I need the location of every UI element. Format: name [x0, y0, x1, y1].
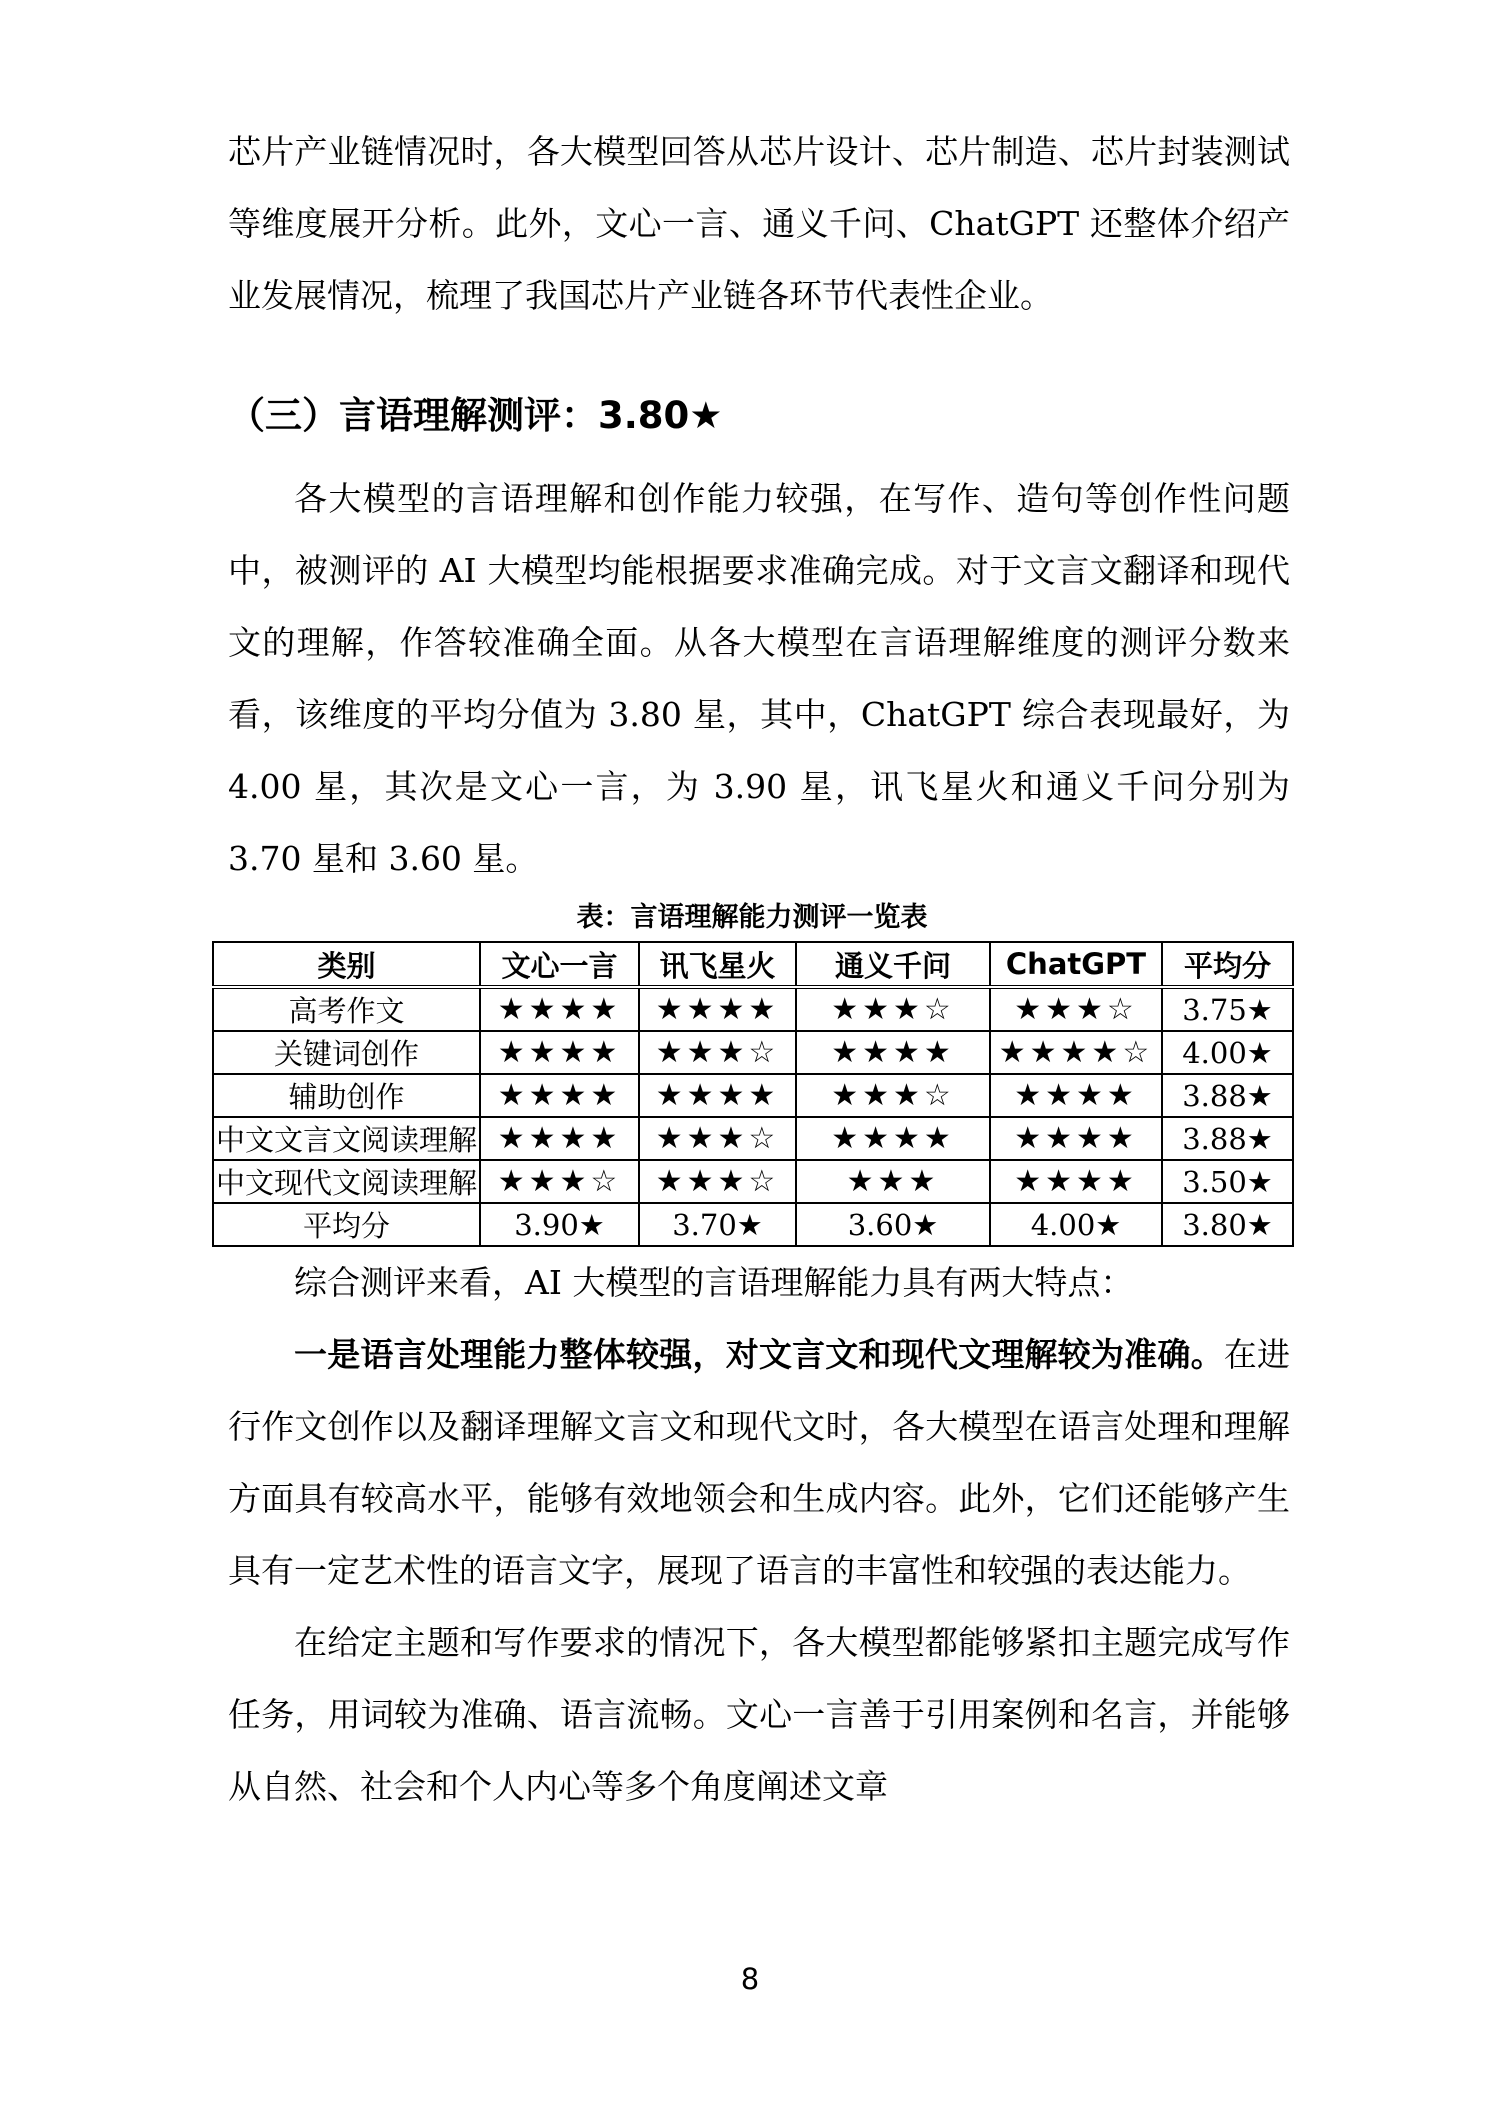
star-rating: ★★★★: [990, 1160, 1162, 1203]
star-rating: ★★★☆: [990, 987, 1162, 1031]
col-header-average: 平均分: [1162, 942, 1293, 987]
section-heading: （三）言语理解测评：3.80★: [228, 394, 723, 437]
star-rating: ★★★☆: [480, 1160, 639, 1203]
paragraph-feature1: [212, 1319, 1292, 1607]
table-row: [213, 1117, 1293, 1160]
star-rating: ★★★★: [639, 1074, 796, 1117]
star-rating: ★★★★: [639, 987, 796, 1031]
table-row-average: [213, 1203, 1293, 1246]
star-rating: ★★★★: [480, 1074, 639, 1117]
row-label: 平均分: [213, 1203, 480, 1246]
star-rating: ★★★★: [480, 987, 639, 1031]
table-caption: 表：言语理解能力测评一览表: [576, 902, 928, 933]
star-rating: ★★★: [796, 1160, 990, 1203]
table-header-row: [213, 942, 1293, 987]
row-label: 高考作文: [213, 987, 480, 1031]
star-rating: ★★★★: [480, 1117, 639, 1160]
page-number: 8: [740, 1962, 760, 1996]
col-header-spark: 讯飞星火: [639, 942, 796, 987]
row-label: 辅助创作: [213, 1074, 480, 1117]
average-score: 3.88★: [1162, 1117, 1293, 1160]
paragraph-overview: 各大模型的言语理解和创作能力较强，在写作、造句等创作性问题中，被测评的 AI 大模型均能根据要求准确完成。对于文言文翻译和现代文的理解，作答较准确全面。从各大模型在言语理解维度的测评分数来看，该维度的平均分值为 3.80 星，其中，ChatGPT 综合表现最好，为 4.00 星，其次是文心一言，为 3.90 星，讯飞星火和通义千问分别为 3.70 星和 3.60 星。: [228, 479, 1290, 878]
average-score: 3.80★: [1162, 1203, 1293, 1246]
table-row: [213, 1160, 1293, 1203]
row-label: 中文现代文阅读理解: [213, 1160, 480, 1203]
col-header-qwen: 通义千问: [796, 942, 990, 987]
average-score: 3.90★: [480, 1203, 639, 1246]
average-score: 3.60★: [796, 1203, 990, 1246]
star-rating: ★★★☆: [796, 987, 990, 1031]
star-rating: ★★★★☆: [990, 1031, 1162, 1074]
paragraph-writing: 在给定主题和写作要求的情况下，各大模型都能够紧扣主题完成写作任务，用词较为准确、语言流畅。文心一言善于引用案例和名言，并能够从自然、社会和个人内心等多个角度阐述文章: [228, 1623, 1290, 1806]
star-rating: ★★★★: [480, 1031, 639, 1074]
paragraph-chip-industry: 芯片产业链情况时，各大模型回答从芯片设计、芯片制造、芯片封装测试等维度展开分析。此外，文心一言、通义千问、ChatGPT 还整体介绍产业发展情况，梳理了我国芯片产业链各环节代表性企业。: [228, 132, 1290, 315]
table-row: [213, 987, 1293, 1031]
star-rating: ★★★☆: [639, 1160, 796, 1203]
evaluation-table: [212, 941, 1294, 1247]
row-label: 中文文言文阅读理解: [213, 1117, 480, 1160]
feature1-rest-text: 在进行作文创作以及翻译理解文言文和现代文时，各大模型在语言处理和理解方面具有较高水平，能够有效地领会和生成内容。此外，它们还能够产生具有一定艺术性的语言文字，展现了语言的丰富性和较强的表达能力。: [228, 1335, 1291, 1590]
table-row: [213, 1074, 1293, 1117]
star-rating: ★★★★: [990, 1074, 1162, 1117]
col-header-chatgpt: ChatGPT: [990, 942, 1162, 987]
paragraph-summary-intro: 综合测评来看，AI 大模型的言语理解能力具有两大特点：: [294, 1263, 1134, 1302]
average-score: 3.88★: [1162, 1074, 1293, 1117]
row-label: 关键词创作: [213, 1031, 480, 1074]
star-rating: ★★★★: [796, 1031, 990, 1074]
feature1-bold-text: 一是语言处理能力整体较强，对文言文和现代文理解较为准确。: [294, 1335, 1224, 1374]
star-rating: ★★★☆: [639, 1117, 796, 1160]
average-score: 4.00★: [990, 1203, 1162, 1246]
average-score: 3.50★: [1162, 1160, 1293, 1203]
page-content: [212, 116, 1292, 1823]
col-header-ernie: 文心一言: [480, 942, 639, 987]
average-score: 3.75★: [1162, 987, 1293, 1031]
col-header-category: 类别: [213, 942, 480, 987]
star-rating: ★★★☆: [796, 1074, 990, 1117]
average-score: 3.70★: [639, 1203, 796, 1246]
table-row: [213, 1031, 1293, 1074]
star-rating: ★★★★: [796, 1117, 990, 1160]
star-rating: ★★★☆: [639, 1031, 796, 1074]
star-rating: ★★★★: [990, 1117, 1162, 1160]
average-score: 4.00★: [1162, 1031, 1293, 1074]
